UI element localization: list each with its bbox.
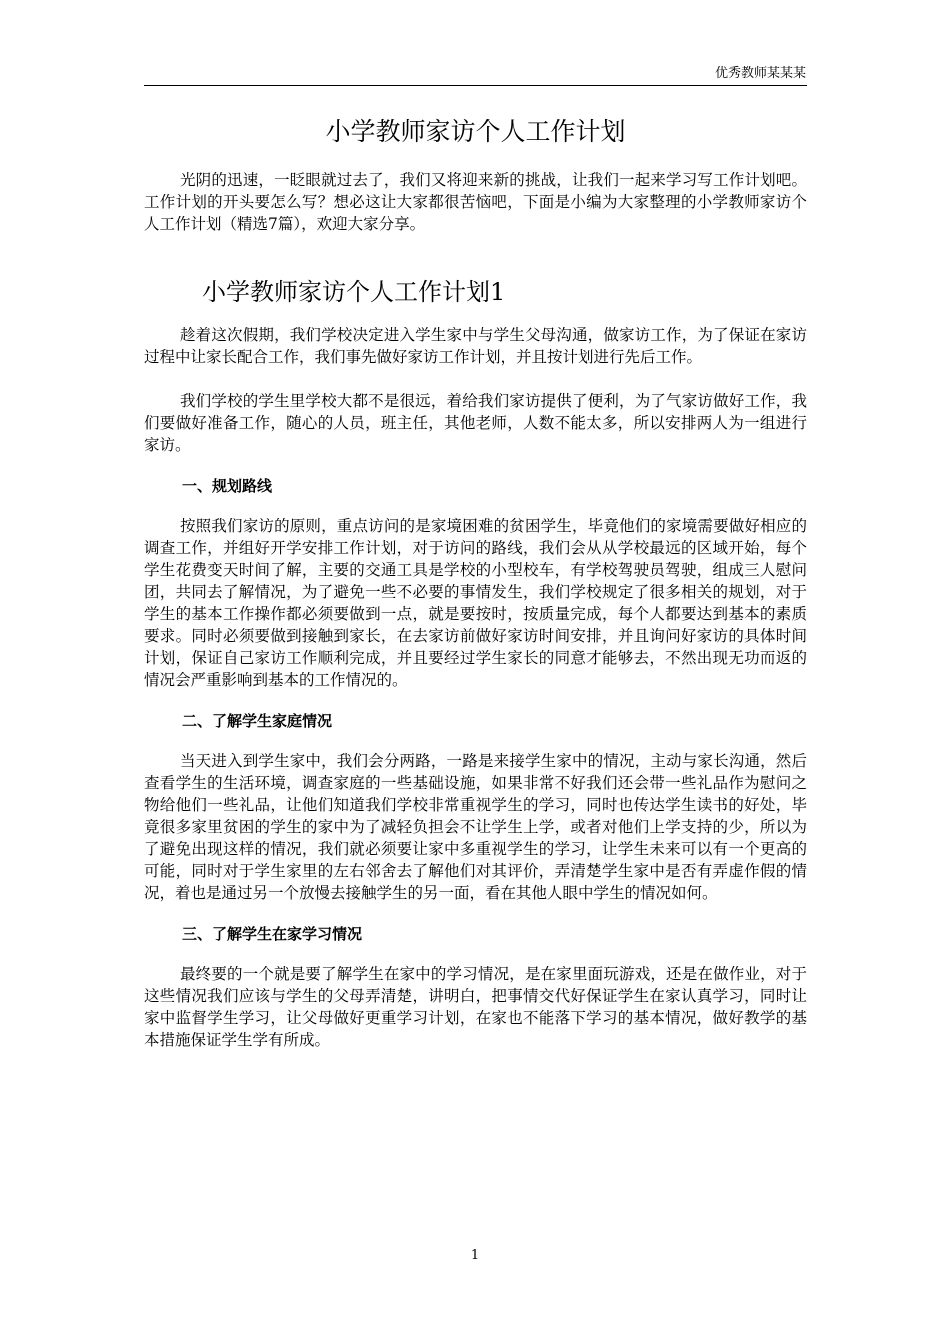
page-header-text: 优秀教师某某某 — [714, 66, 806, 81]
paragraph-1: 趁着这次假期，我们学校决定进入学生家中与学生父母沟通，做家访工作，为了保证在家访过程中让家长配合工作，我们事先做好家访工作计划，并且按计划进行先后工作。 — [144, 326, 807, 366]
heading-family-situation: 二、了解学生家庭情况 — [182, 712, 333, 730]
heading-route-planning: 一、规划路线 — [182, 477, 273, 495]
heading-home-study: 三、了解学生在家学习情况 — [182, 925, 363, 943]
section-title: 小学教师家访个人工作计划1 — [202, 278, 506, 306]
paragraph-2: 我们学校的学生里学校大都不是很远，着给我们家访提供了便利，为了气家访做好工作，我们要做好准备工作，随心的人员，班主任，其他老师，人数不能太多，所以安排两人为一组进行家访。 — [144, 392, 807, 454]
header-divider — [144, 85, 807, 86]
document-body — [144, 112, 807, 1051]
intro-paragraph: 光阴的迅速，一眨眼就过去了，我们又将迎来新的挑战，让我们一起来学习写工作计划吧。工作计划的开头要怎么写？想必这让大家都很苦恼吧，下面是小编为大家整理的小学教师家访个人工作计划（精选7篇），欢迎大家分享。 — [144, 171, 807, 233]
paragraph-4: 当天进入到学生家中，我们会分两路，一路是来接学生家中的情况，主动与家长沟通，然后查看学生的生活环境，调查家庭的一些基础设施，如果非常不好我们还会带一些礼品作为慰问之物给他们一些礼品，让他们知道我们学校非常重视学生的学习，同时也传达学生读书的好处，毕竟很多家里贫困的学生的家中为了减轻负担会不让学生上学，或者对他们上学支持的少，所以为了避免出现这样的情况，我们就必须要让家中多重视学生的学习，让学生未来可以有一个更高的可能，同时对于学生家里的左右邻舍去了解他们对其评价，弄清楚学生家中是否有弄虚作假的情况，着也是通过另一个放慢去接触学生的另一面，看在其他人眼中学生的情况如何。 — [144, 752, 807, 902]
page-number: 1 — [470, 1248, 480, 1263]
document-title: 小学教师家访个人工作计划 — [325, 117, 626, 146]
paragraph-5: 最终要的一个就是要了解学生在家中的学习情况，是在家里面玩游戏，还是在做作业，对于这些情况我们应该与学生的父母弄清楚，讲明白，把事情交代好保证学生在家认真学习，同时让家中监督学生学习，让父母做好更重学习计划，在家也不能落下学习的基本情况，做好教学的基本措施保证学生学有所成。 — [144, 965, 807, 1049]
paragraph-3: 按照我们家访的原则，重点访问的是家境困难的贫困学生，毕竟他们的家境需要做好相应的调查工作，并组好开学安排工作计划，对于访问的路线，我们会从从学校最远的区域开始，每个学生花费变天时间了解，主要的交通工具是学校的小型校车，有学校驾驶员驾驶，组成三人慰问团，共同去了解情况，为了避免一些不必要的事情发生，我们学校规定了很多相关的规划，对于学生的基本工作操作都必须要做到一点，就是要按时，按质量完成，每个人都要达到基本的素质要求。同时必须要做到接触到家长，在去家访前做好家访时间安排，并且询问好家访的具体时间计划，保证自己家访工作顺利完成，并且要经过学生家长的同意才能够去，不然出现无功而返的情况会严重影响到基本的工作情况的。 — [144, 517, 807, 689]
